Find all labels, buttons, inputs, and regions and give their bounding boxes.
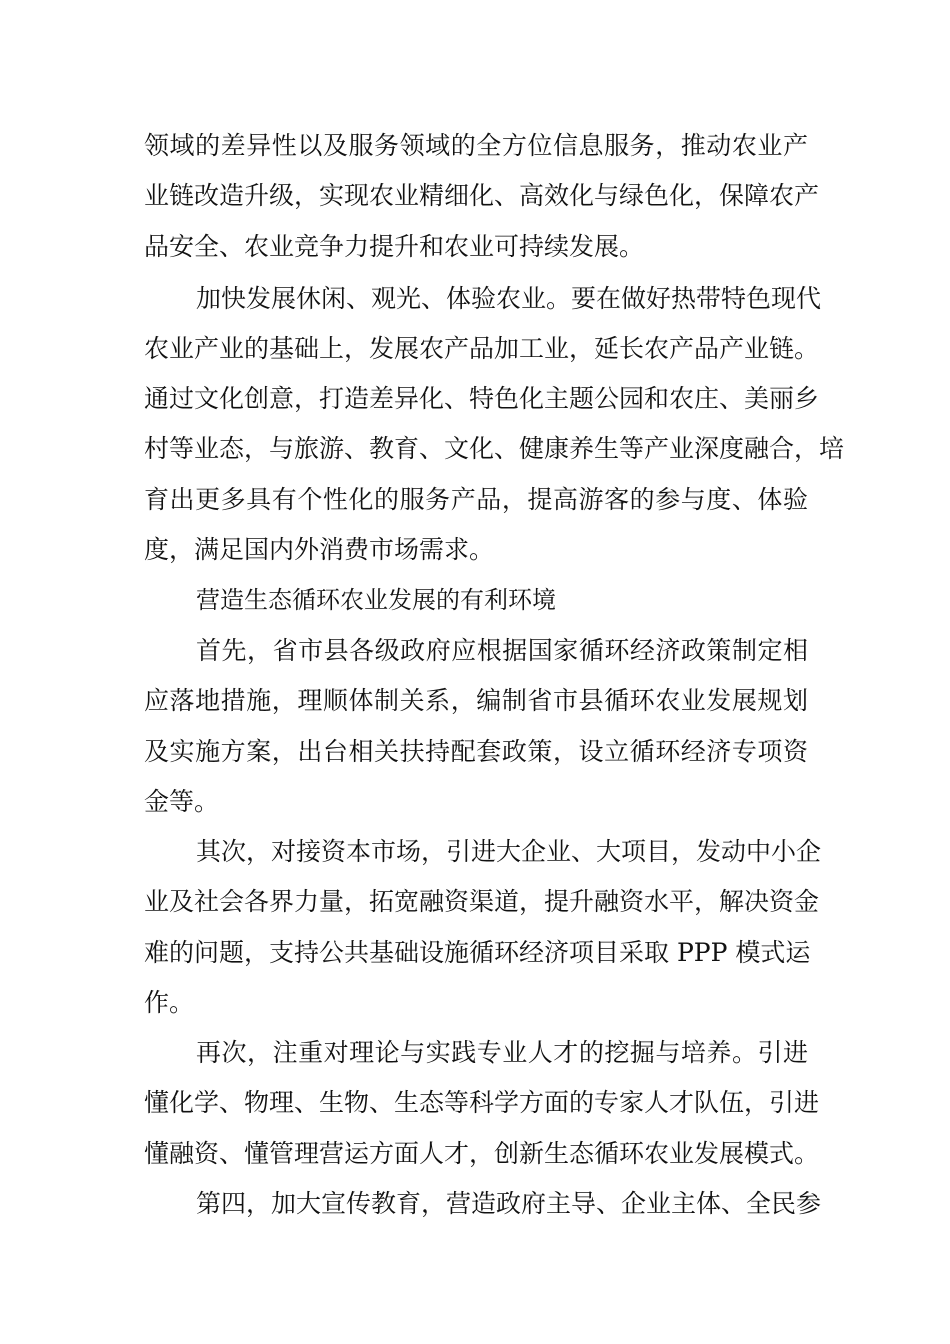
text-line: 第四，加大宣传教育，营造政府主导、企业主体、全民参	[196, 1189, 822, 1218]
text-line: 首先，省市县各级政府应根据国家循环经济政策制定相	[196, 636, 808, 665]
text-line: 加快发展休闲、观光、体验农业。要在做好热带特色现代	[196, 284, 822, 313]
text-line: 度，满足国内外消费市场需求。	[144, 535, 495, 564]
text-line: 金等。	[144, 787, 220, 816]
text-line: 及实施方案，出台相关扶持配套政策，设立循环经济专项资	[144, 737, 808, 766]
text-line: 品安全、农业竞争力提升和农业可持续发展。	[144, 232, 645, 261]
text-line: 业链改造升级，实现农业精细化、高效化与绿色化，保障农产	[144, 181, 820, 210]
text-line: 通过文化创意，打造差异化、特色化主题公园和农庄、美丽乡	[144, 384, 820, 413]
text-line: 懂融资、懂管理营运方面人才，创新生态循环农业发展模式。	[144, 1139, 820, 1168]
text-line: 业及社会各界力量，拓宽融资渠道，提升融资水平，解决资金	[144, 887, 820, 916]
section-heading: 营造生态循环农业发展的有利环境	[196, 586, 556, 614]
text-line: 懂化学、物理、生物、生态等科学方面的专家人才队伍，引进	[144, 1088, 820, 1117]
text-line: 农业产业的基础上，发展农产品加工业，延长农产品产业链。	[144, 334, 820, 363]
text-line: 难的问题，支持公共基础设施循环经济项目采取 PPP 模式运	[144, 938, 811, 967]
text-line: 其次，对接资本市场，引进大企业、大项目，发动中小企	[196, 837, 822, 866]
text-line: 村等业态，与旅游、教育、文化、健康养生等产业深度融合，培	[144, 434, 845, 463]
text-line: 领域的差异性以及服务领域的全方位信息服务，推动农业产	[144, 131, 808, 160]
text-line: 再次，注重对理论与实践专业人才的挖掘与培养。引进	[196, 1038, 808, 1067]
text-line: 育出更多具有个性化的服务产品，提高游客的参与度、体验	[144, 485, 808, 514]
text-line: 作。	[144, 988, 195, 1017]
text-line: 应落地措施，理顺体制关系，编制省市县循环农业发展规划	[144, 686, 808, 715]
